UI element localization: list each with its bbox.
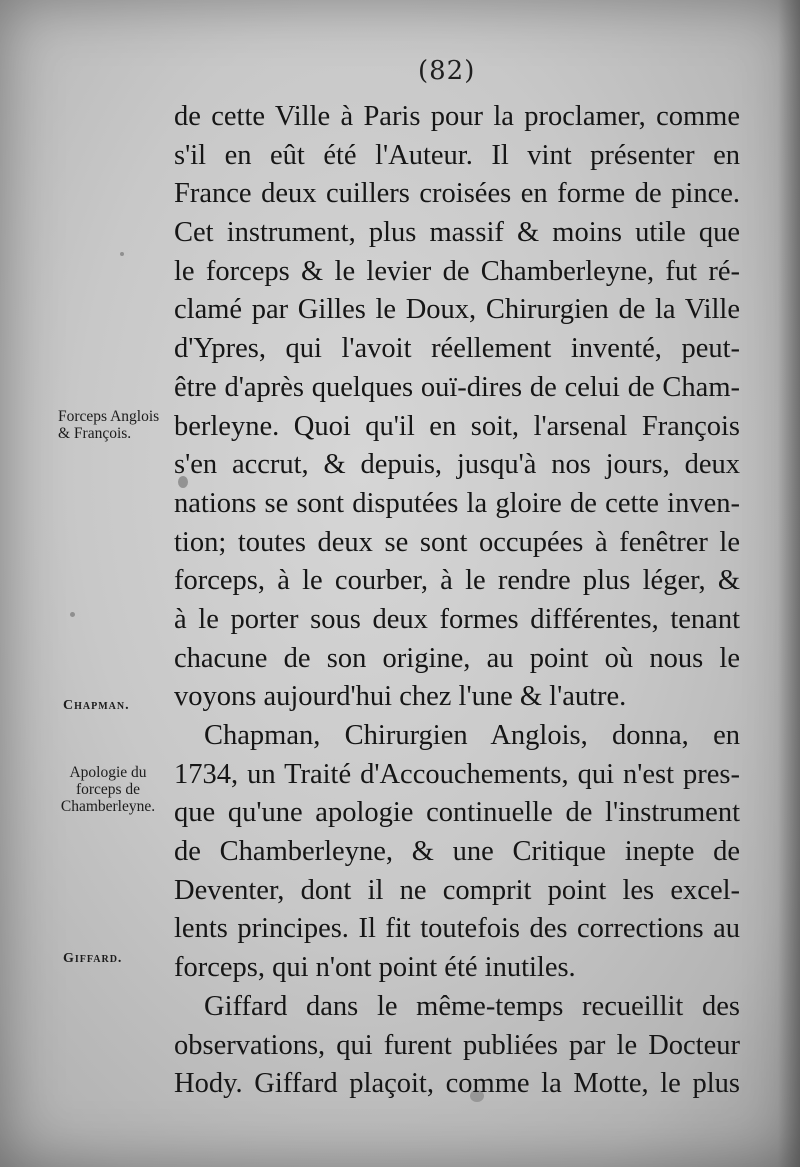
text-line: que qu'une apologie continuelle de l'instrument: [174, 797, 740, 829]
text-line: forceps, à le courber, à le rendre plus léger, &: [174, 565, 740, 597]
text-line: s'en accrut, & depuis, jusqu'à nos jours, deux: [174, 449, 740, 481]
ink-speck: [70, 612, 75, 617]
margin-note-chapman: Chapman.: [63, 698, 130, 713]
text-line: lents principes. Il fit toutefois des corrections au: [174, 913, 740, 945]
text-line: être d'après quelques ouï-dires de celui de Cham-: [174, 371, 740, 403]
text-line: de cette Ville à Paris pour la proclamer, comme: [174, 101, 740, 132]
margin-note-forceps: Forceps Anglois & François.: [58, 408, 160, 442]
margin-note-giffard: Giffard.: [63, 951, 123, 966]
text-line: forceps, qui n'ont point été inutiles.: [174, 952, 576, 984]
text-line: 1734, un Traité d'Accouchements, qui n'est pres-: [174, 758, 740, 790]
text-line: voyons aujourd'hui chez l'une & l'autre.: [174, 681, 627, 713]
text-line: de Chamberleyne, & une Critique inepte de: [174, 836, 740, 868]
text-line: s'il en eût été l'Auteur. Il vint présenter en: [174, 139, 740, 171]
text-line: observations, qui furent publiées par le Docteur: [174, 1029, 740, 1061]
text-line: le forceps & le levier de Chamberleyne, fut ré-: [174, 255, 740, 287]
text-line: France deux cuillers croisées en forme de pince.: [174, 178, 740, 210]
text-line: Hody. Giffard plaçoit, comme la Motte, le plus: [174, 1068, 740, 1100]
text-line: Chapman, Chirurgien Anglois, donna, en: [204, 720, 740, 751]
body-text: [174, 98, 740, 1104]
text-line: Cet instrument, plus massif & moins utile que: [174, 217, 740, 249]
text-line: tion; toutes deux se sont occupées à fenêtrer le: [174, 526, 740, 558]
ink-speck: [470, 1090, 484, 1102]
text-line: chacune de son origine, au point où nous le: [174, 642, 740, 674]
margin-note-apologie: Apologie du forceps de Chamberleyne.: [60, 764, 156, 815]
ink-speck: [120, 252, 124, 256]
page-edge-shadow: [778, 0, 800, 1167]
text-line: Giffard dans le même-temps recueillit des: [204, 990, 740, 1022]
text-line: clamé par Gilles le Doux, Chirurgien de la Ville: [174, 294, 740, 326]
text-line: Deventer, dont il ne comprit point les excel-: [174, 874, 740, 906]
text-line: berleyne. Quoi qu'il en soit, l'arsenal François: [174, 410, 740, 442]
text-line: d'Ypres, qui l'avoit réellement inventé, peut-: [174, 333, 740, 365]
text-line: à le porter sous deux formes différentes, tenant: [174, 603, 740, 635]
page-number: (82): [418, 56, 476, 86]
text-line: nations se sont disputées la gloire de cette inven-: [174, 487, 740, 519]
ink-speck: [178, 476, 188, 488]
